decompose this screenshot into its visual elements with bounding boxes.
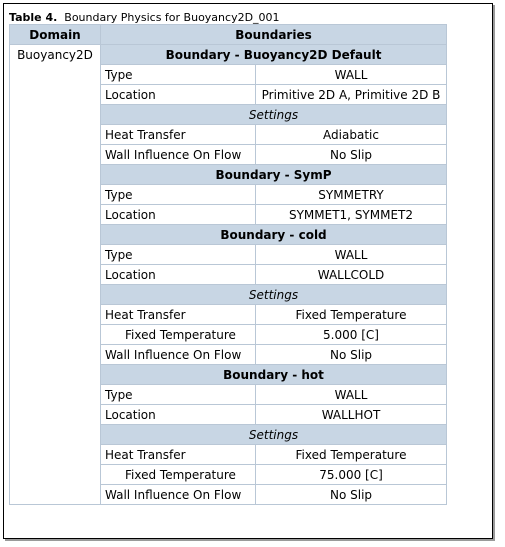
location-value: Primitive 2D A, Primitive 2D B [256, 85, 447, 105]
frame-shadow [5, 539, 495, 541]
setting-label: Heat Transfer [101, 125, 256, 145]
type-value: WALL [256, 245, 447, 265]
setting-value: 5.000 [C] [256, 325, 447, 345]
setting-value: Fixed Temperature [256, 305, 447, 325]
type-label: Type [101, 185, 256, 205]
settings-label: Settings [101, 425, 447, 445]
header-row [10, 25, 447, 45]
setting-label: Heat Transfer [101, 445, 256, 465]
domain-header: Domain [10, 25, 101, 45]
table-caption [9, 11, 280, 24]
caption-text: Boundary Physics for Buoyancy2D_001 [64, 11, 280, 24]
frame-shadow [493, 5, 495, 541]
location-value: SYMMET1, SYMMET2 [256, 205, 447, 225]
setting-value: Fixed Temperature [256, 445, 447, 465]
boundaries-header: Boundaries [101, 25, 447, 45]
type-value: WALL [256, 65, 447, 85]
type-label: Type [101, 245, 256, 265]
boundary-title: Boundary - SymP [101, 165, 447, 185]
setting-value: 75.000 [C] [256, 465, 447, 485]
location-label: Location [101, 265, 256, 285]
setting-value: No Slip [256, 485, 447, 505]
boundary-title: Boundary - cold [101, 225, 447, 245]
boundary-physics-table [9, 24, 447, 505]
setting-label: Wall Influence On Flow [101, 485, 256, 505]
location-label: Location [101, 85, 256, 105]
setting-value: No Slip [256, 345, 447, 365]
location-label: Location [101, 205, 256, 225]
setting-label: Fixed Temperature [101, 465, 256, 485]
setting-value: Adiabatic [256, 125, 447, 145]
setting-label: Heat Transfer [101, 305, 256, 325]
caption-number: Table 4. [9, 11, 58, 24]
location-value: WALLCOLD [256, 265, 447, 285]
location-label: Location [101, 405, 256, 425]
setting-value: No Slip [256, 145, 447, 165]
settings-label: Settings [101, 105, 447, 125]
domain-name-cell: Buoyancy2D [10, 45, 101, 505]
type-value: SYMMETRY [256, 185, 447, 205]
type-value: WALL [256, 385, 447, 405]
type-label: Type [101, 385, 256, 405]
boundary-title: Boundary - Buoyancy2D Default [101, 45, 447, 65]
type-label: Type [101, 65, 256, 85]
setting-label: Fixed Temperature [101, 325, 256, 345]
boundary-title-row [10, 45, 447, 65]
setting-label: Wall Influence On Flow [101, 345, 256, 365]
boundary-title: Boundary - hot [101, 365, 447, 385]
location-value: WALLHOT [256, 405, 447, 425]
setting-label: Wall Influence On Flow [101, 145, 256, 165]
settings-label: Settings [101, 285, 447, 305]
